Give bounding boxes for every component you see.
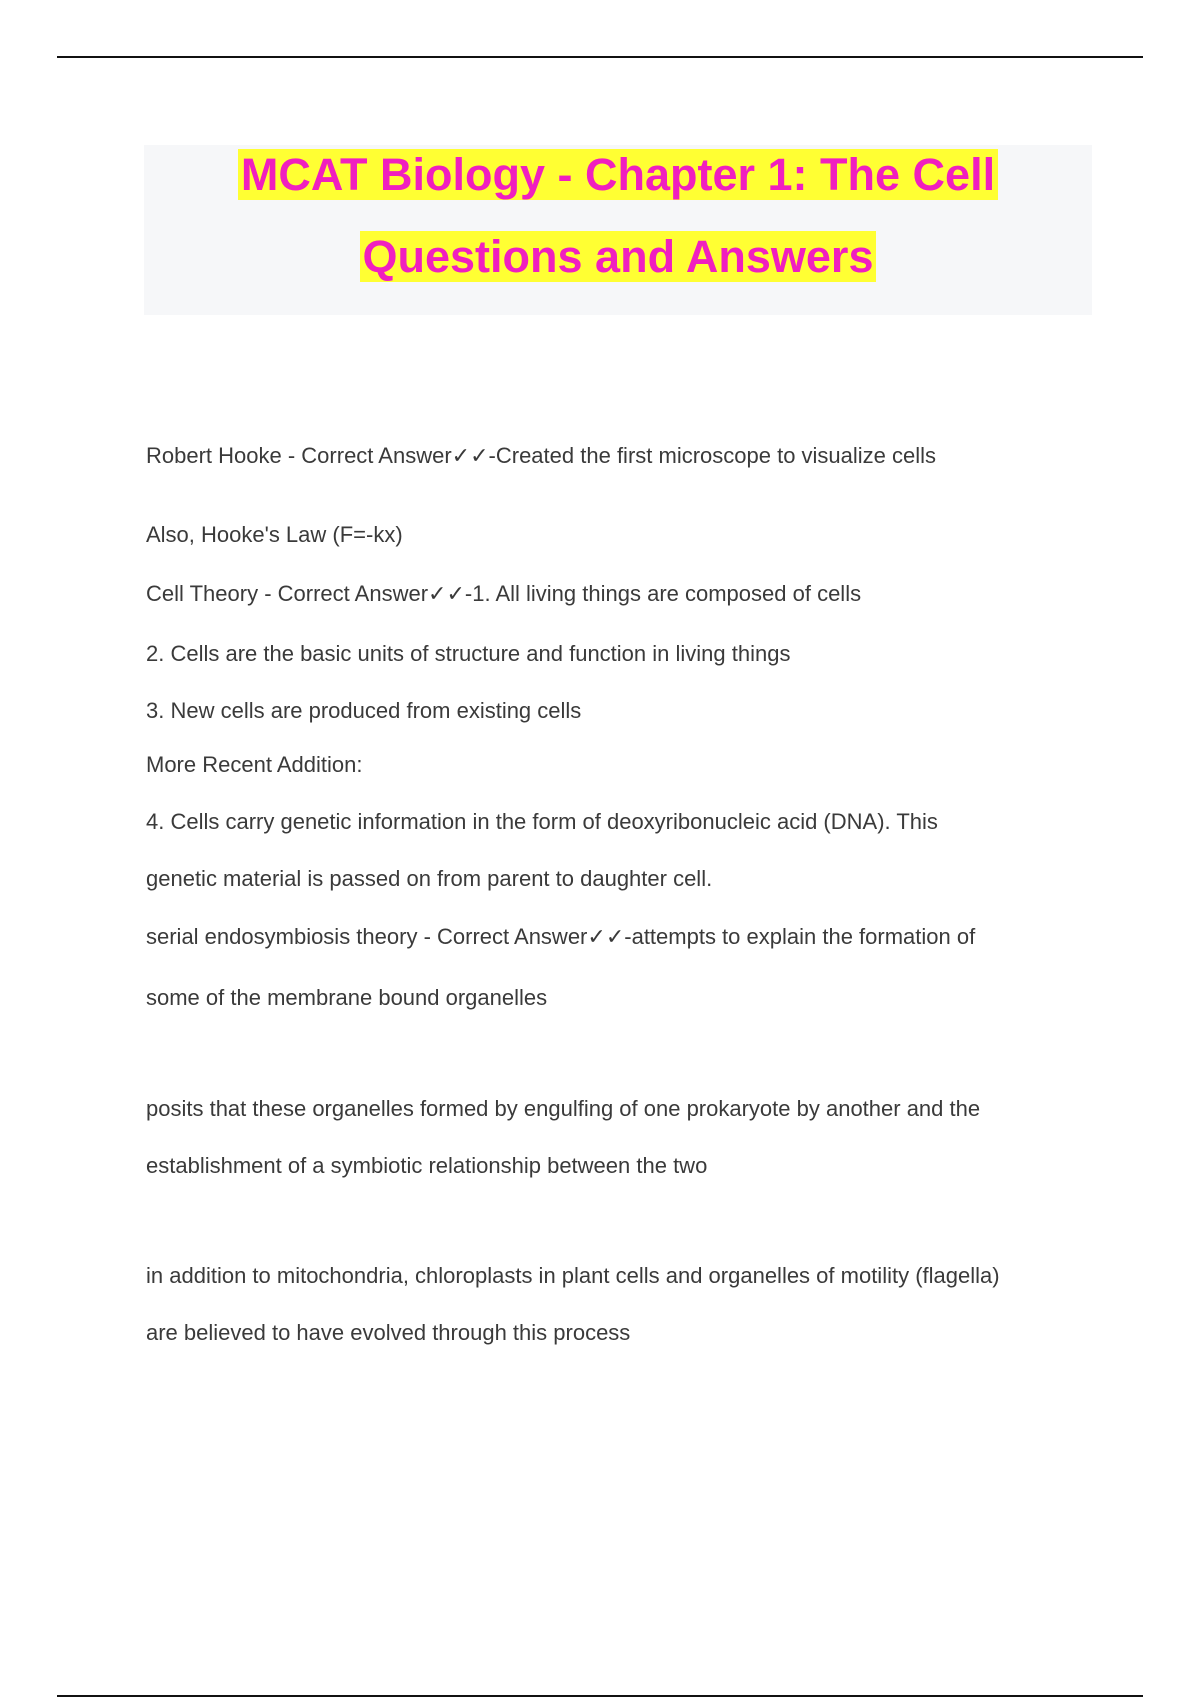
paragraph-serial-endosymbiosis: serial endosymbiosis theory - Correct Answer✓✓-attempts to explain the formation of bbox=[146, 924, 976, 949]
title-line-1-text: MCAT Biology - Chapter 1: The Cell bbox=[238, 149, 998, 200]
title-line-2 bbox=[144, 231, 1092, 283]
paragraph-posits: posits that these organelles formed by engulfing of one prokaryote by another and the bbox=[146, 1096, 981, 1121]
paragraph-robert-hooke: Robert Hooke - Correct Answer✓✓-Created the first microscope to visualize cells bbox=[146, 443, 937, 468]
paragraph-cell-theory-4: 4. Cells carry genetic information in the form of deoxyribonucleic acid (DNA). This bbox=[146, 809, 938, 834]
paragraph-serial-endosymbiosis-cont: some of the membrane bound organelles bbox=[146, 985, 548, 1010]
paragraph-more-recent-addition: More Recent Addition: bbox=[146, 752, 363, 777]
title-line-2-text: Questions and Answers bbox=[360, 231, 877, 282]
title-box bbox=[144, 145, 1092, 315]
bottom-rule bbox=[57, 1695, 1143, 1697]
paragraph-posits-cont: establishment of a symbiotic relationship between the two bbox=[146, 1153, 708, 1178]
paragraph-mitochondria-cont: are believed to have evolved through this process bbox=[146, 1320, 631, 1345]
paragraph-cell-theory: Cell Theory - Correct Answer✓✓-1. All living things are composed of cells bbox=[146, 581, 862, 606]
paragraph-cell-theory-3: 3. New cells are produced from existing cells bbox=[146, 698, 582, 723]
paragraph-cell-theory-2: 2. Cells are the basic units of structure and function in living things bbox=[146, 641, 791, 666]
title-line-1 bbox=[144, 149, 1092, 201]
paragraph-hookes-law: Also, Hooke's Law (F=-kx) bbox=[146, 522, 403, 547]
paragraph-mitochondria: in addition to mitochondria, chloroplasts in plant cells and organelles of motility (flagella) bbox=[146, 1263, 1000, 1288]
paragraph-cell-theory-4-cont: genetic material is passed on from parent to daughter cell. bbox=[146, 866, 713, 891]
top-rule bbox=[57, 56, 1143, 58]
